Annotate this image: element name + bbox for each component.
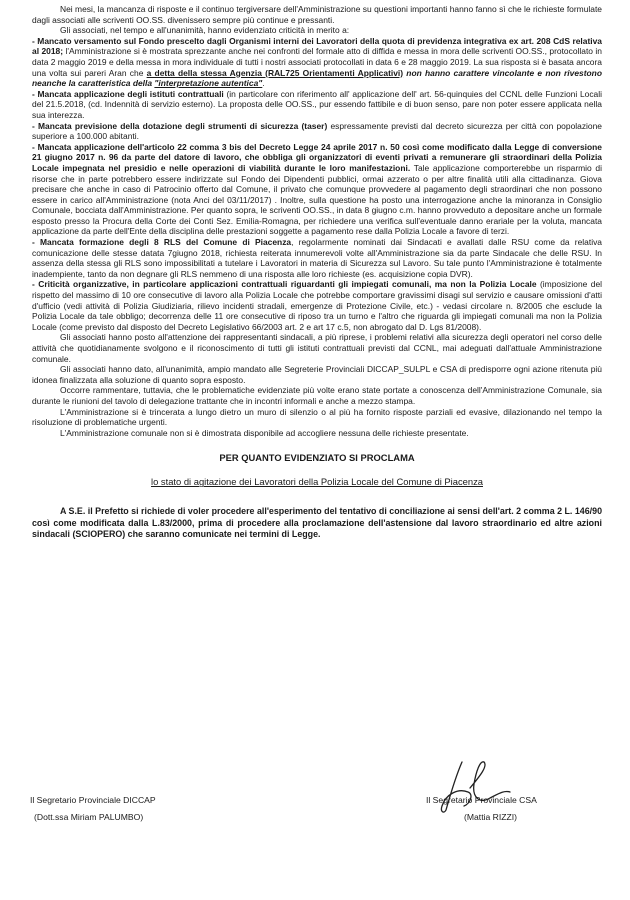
body-paragraph: L'Amministrazione comunale non si è dimostrata disponibile ad accogliere nessuna delle richieste presentate. bbox=[60, 427, 469, 438]
issue-rls-training bbox=[32, 237, 602, 279]
body-paragraph: L'Amministrazione si è trincerata a lungo dietro un muro di silenzio o al più ha fornito risposte parziali ed evasive, dilazionando nel tempo la risoluzione di problematiche urgenti. bbox=[32, 406, 602, 428]
issue-contract-institutes bbox=[32, 89, 602, 121]
issue-text: (imposizione del rispetto del massimo di 10 ore consecutive di lavoro alla Polizia Locale che potrebbe comportare gravissimi disagi sul servizio e causare omissioni d'atti d'ufficio (vedi attività di Polizia Giudiziaria, rilievo incidenti stradali, emergenze di Protezione Civile, etc.) - vedasi circolare n. 8/2005 che esclude la Polizia Locale da tale obbligo; decorrenza delle 11 ore consecutive di riposo tra un turno e l'altro che riguarda gli impiegati comunali ma non la Polizia Locale (come previsto dal disposto del Decreto Legislativo 66/2003 art. 2 e art 17 c.5, non abrogato dal D. Lgs 81/2008). bbox=[32, 279, 603, 332]
signature-right bbox=[426, 795, 537, 823]
issue-title: - Mancata previsione della dotazione degli strumenti di sicurezza (taser) bbox=[32, 120, 328, 131]
issue-title: - Mancata applicazione dell'articolo 22 comma 3 bis del Decreto Legge 24 aprile 2017 n. 50 così come modificato dalla Legge di conversione 21 giugno 2017 n. 96 da parte del datore di lavoro, che obbliga gli organizzatori di eventi privati a remunerare gli straordinari della Polizia Locale impegnata nel presidio e nelle operazioni di viabilità durante le loro manifestazioni. bbox=[32, 141, 602, 173]
signature-left bbox=[30, 795, 156, 823]
issue-pension-fund bbox=[32, 36, 602, 89]
signatory-title: Il Segretario Provinciale DICCAP bbox=[30, 795, 156, 805]
issue-text: espressamente previsti dal decreto sicurezza per città con popolazione superiore a 100.000 abitanti. bbox=[32, 120, 602, 142]
proclaim-subheading: lo stato di agitazione dei Lavoratori della Polizia Locale del Comune di Piacenza bbox=[151, 476, 483, 488]
prefect-request: A S.E. il Prefetto si richiede di voler procedere all'esperimento del tentativo di conciliazione ai sensi dell'art. 2 comma 2 L. 146/90 così come modificata dalla L.83/2000, prima di procedere alla proclamazione dell'astensione dal lavoro straordinario ed altre azioni sindacali (SCIOPERO) che saranno comunicate nei termini di Legge. bbox=[32, 506, 603, 539]
issue-end: . bbox=[262, 78, 265, 89]
issue-text: l'Amministrazione si è mostrata sprezzante anche nei confronti del formale atto di diffida e messa in mora delle scriventi OO.SS., protocollato in data 2 maggio 2019 e della messa in mora individuale di tutti i nostri associati protocollati in data 6 e 28 maggio 2019. La sua risposta si è basata ancora una volta sui pareri Aran che bbox=[32, 46, 602, 78]
issue-private-events bbox=[32, 142, 602, 237]
intro-lead: Gli associati, nel tempo e all'unanimità, hanno evidenziato criticità in merito a: bbox=[60, 25, 350, 36]
signatory-name: (Dott.ssa Miriam PALUMBO) bbox=[34, 812, 144, 822]
issue-title: - Mancata applicazione degli istituti contrattuali bbox=[32, 88, 224, 99]
issue-title: - Criticità organizzative, in particolare applicazioni contrattuali riguardanti gli impiegati comunali, ma non la Polizia Locale bbox=[32, 279, 537, 290]
body-paragraph: Gli associati hanno posto all'attenzione dei rappresentanti sindacali, a più riprese, i problemi relativi alla sicurezza degli operatori nel corso delle attività che quotidianamente svolgono e il riconoscimento di tutti gli istituti contrattuali previsti dal CCNL, mai adeguati dall'attuale Amministrazione comunale. bbox=[32, 332, 602, 364]
body-paragraph: Gli associati hanno dato, all'unanimità, ampio mandato alle Segreterie Provinciali DICCAP_SULPL e CSA di predisporre ogni azione ritenuta più idonea finalizzata alla soluzione di quanto sopra esposto. bbox=[32, 364, 602, 385]
issue-text: Tale applicazione comporterebbe un risparmio di risorse che in parte potrebbero essere indirizzate sul Fondo dei Dipendenti pubblici, ormai azzerato o per altre finalità utili alla cittadinanza. Giova precisare che anche in caso di Patrocinio offerto dal Comune, il privato che comunque provvedere al pagamento degli straordinari che non possono essere in carico all'Amministrazione (nota Anci del 03/11/2017) . Inoltre, sulla questione ha posto una interrogazione anche la minoranza in Consiglio Comunale, bocciata dall'Amministrazione. Per quanto sopra, le scriventi OO.SS., in data 8 giugno c.m. hanno provveduto a depositare anche un formale esposto presso la Procura della Corte dei Conti Sez. Emilia-Romagna, per richiedere una verifica sull'eventuale danno erariale per la voluta, mancata applicazione da parte dell'Ente della disciplina delle prestazioni soggette a pagamento rese dalla Polizia Locale a favore di terzi. bbox=[32, 162, 602, 237]
signatory-name: (Mattia RIZZI) bbox=[464, 812, 517, 822]
proclaim-heading: PER QUANTO EVIDENZIATO SI PROCLAMA bbox=[219, 452, 415, 464]
issue-title: - Mancata formazione degli 8 RLS del Comune di Piacenza bbox=[32, 237, 292, 248]
issue-taser bbox=[32, 121, 602, 142]
body-paragraph: Occorre rammentare, tuttavia, che le problematiche evidenziate più volte erano state portate a conoscenza dell'Amministrazione Comunale, sia durante le riunioni del tavolo di delegazione trattante che in incontri informali e anche a mezzo stampa. bbox=[32, 385, 602, 406]
intro-paragraph: Nei mesi, la mancanza di risposte e il continuo tergiversare dell'Amministrazione su questioni importanti hanno fanno sì che le richieste formulate dagli associati alle scriventi OO.SS. divenissero sempre più continue e pressanti. bbox=[32, 4, 602, 25]
issue-text: (in particolare con riferimento all' applicazione dell' art. 56-quinquies del CCNL delle Funzioni Locali del 21.5.2018, (cd. Indennità di servizio esterno). La proposta delle OO.SS., pur essendo fattibile e di buon senso, pare non poter essere applicata nella sua interezza. bbox=[32, 88, 602, 120]
issue-title: - Mancato versamento sul Fondo prescelto dagli Organismi interni dei Lavoratori della quota di previdenza integrativa ex art. 208 CdS relativa al 2018; bbox=[32, 35, 602, 57]
signatory-title: Il Segretario Provinciale CSA bbox=[426, 795, 537, 805]
issue-emphasis: a detta della stessa Agenzia (RAL725 Orientamenti Applicativi) bbox=[146, 67, 404, 78]
issue-text: , regolarmente nominati dai Sindacati e avallati dalle RSU come da relativa comunicazione delle stesse datata 7giugno 2018, richiesta reiterata innumerevoli volte all'Amministrazione sia da parte Sindacale che delle RSU. In assenza della stessa gli RLS sono impossibilitati a tutelare i Lavoratori in materia di Sicurezza sul Lavoro. Su tale punto l'Amministrazione è totalmente inadempiente, tanto da non degnare gli RLS nemmeno di una risposta alle loro richieste (es. acquisizione copia DVR). bbox=[32, 237, 602, 279]
issue-emphasis-italic: non hanno carattere vincolante e non rivestono neanche la caratteristica della bbox=[32, 67, 602, 89]
issue-organizational bbox=[32, 279, 602, 332]
document-page bbox=[32, 4, 602, 540]
issue-emphasis-quote: "interpretazione autentica" bbox=[154, 78, 263, 89]
